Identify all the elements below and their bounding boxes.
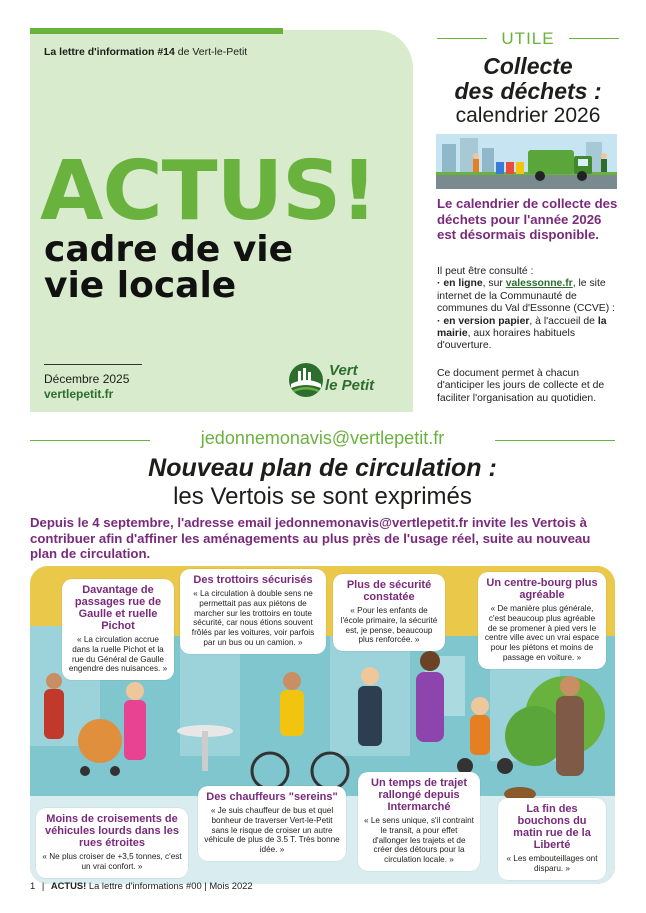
bubble-quote: « Ne plus croiser de +3,5 tonnes, c'est un vrai confort. » xyxy=(42,852,182,871)
bubble-title: Un temps de trajet rallongé depuis Intermarché xyxy=(371,777,467,813)
p1-online-mid: , sur xyxy=(482,278,506,290)
bubble-trottoirs xyxy=(180,569,326,654)
p1-online-rest: , le site internet de la Communauté de communes du Val d'Essonne (CCVE) : xyxy=(437,278,615,315)
issue-number: La lettre d'information #14 xyxy=(44,46,175,58)
footer-separator: | xyxy=(41,880,45,891)
footer-rest: La lettre d'informations #00 | Mois 2022 xyxy=(86,880,253,891)
person-3 xyxy=(358,667,382,746)
bubble-centre-bourg xyxy=(478,572,606,669)
logo-line2: le Petit xyxy=(325,377,375,394)
p1-online xyxy=(437,278,619,315)
issue-town: de Vert-le-Petit xyxy=(174,46,248,58)
hero-accent-bar xyxy=(30,28,283,34)
p1-paper-label: · en version papier xyxy=(437,315,530,327)
email-kicker xyxy=(30,428,615,450)
collecte-title-line1: Collecte xyxy=(483,53,573,79)
logo-emblem-icon xyxy=(288,362,324,398)
hero-divider xyxy=(44,364,142,365)
bubble-title: Un centre-bourg plus agréable xyxy=(486,577,598,601)
collecte-title xyxy=(437,54,619,104)
footer-brand: ACTUS! xyxy=(50,880,87,891)
page-footer xyxy=(30,880,253,891)
hero-subtitle-line2: vie locale xyxy=(44,265,237,306)
p1-paper-mid: , à l'accueil de xyxy=(529,315,598,327)
hero-subtitle xyxy=(44,229,294,306)
p1-online-label: · en ligne xyxy=(437,278,483,290)
bubble-rue-de-gaulle xyxy=(62,579,174,680)
main-headline: Nouveau plan de circulation : xyxy=(148,454,497,482)
p1-paper-rest: , aux horaires habituels d'ouverture. xyxy=(437,328,576,352)
website-link[interactable]: vertlepetit.fr xyxy=(44,387,114,401)
bubble-securite xyxy=(333,574,445,651)
bubble-title: Des trottoirs sécurisés xyxy=(193,574,313,586)
bubble-vehicules-lourds xyxy=(36,808,188,878)
bubble-quote: « Je suis chauffeur de bus et quel bonheur de traverser Vert-le-Petit sans le risque de croiser un autre véhicule de plus de 3.5 T. Très bonne idée. » xyxy=(204,806,340,855)
bubble-quote: « De manière plus générale, c'est beaucoup plus agréable de se promener à pied vers le centre ville avec un vrai espace pour les piétons et moins de passage en voiture. » xyxy=(484,604,600,662)
masthead-title: ACTUS! xyxy=(40,144,377,239)
p1-paper-bold: la mairie xyxy=(437,315,607,340)
logo-wordmark xyxy=(325,363,374,393)
valessonne-link[interactable]: valessonne.fr xyxy=(505,278,573,290)
bubble-title: Des chauffeurs "sereins" xyxy=(206,791,338,803)
person-1 xyxy=(44,673,64,739)
collecte-paragraph-1 xyxy=(437,266,619,353)
logo-line1: Vert xyxy=(329,362,358,379)
bubble-quote: « Le sens unique, s'il contraint le transit, a pour effet d'allonger les trajets et de créer des détours pour la circulation locale. » xyxy=(364,816,474,865)
collecte-title-line2: des déchets : xyxy=(454,78,602,104)
hero-subtitle-line1: cadre de vie xyxy=(44,229,294,270)
email-address-link[interactable]: jedonnemonavis@vertlepetit.fr xyxy=(200,428,445,448)
person-2 xyxy=(124,682,146,760)
kicker-line-right xyxy=(569,38,619,39)
p1-intro: Il peut être consulté : xyxy=(437,266,534,277)
bubble-bouchons xyxy=(498,798,606,880)
bubble-title: Moins de croisements de véhicules lourds dans les rues étroites xyxy=(45,813,179,849)
kicker-label: UTILE xyxy=(501,29,555,48)
main-subheadline: les Vertois se sont exprimés xyxy=(173,483,472,510)
issue-line xyxy=(44,46,247,58)
garbage-truck-image xyxy=(436,134,617,189)
collecte-lead: Le calendrier de collecte des déchets pour l'année 2026 est désormais disponible. xyxy=(437,196,618,242)
collecte-paragraph-2: Ce document permet à chacun d'anticiper les jours de collecte et de faciliter l'organisation au quotidien. xyxy=(437,368,605,404)
collecte-subtitle: calendrier 2026 xyxy=(455,104,601,127)
issue-date: Décembre 2025 xyxy=(44,372,130,386)
bubble-quote: « Les embouteillages ont disparu. » xyxy=(506,854,598,873)
bubble-title: Plus de sécurité constatée xyxy=(346,579,432,603)
town-logo xyxy=(288,360,398,400)
street-illustration xyxy=(30,566,615,884)
bubble-chauffeurs xyxy=(198,786,346,861)
bubble-quote: « La circulation accrue dans la ruelle Pichot et la rue du Général de Gaulle engendre des nuisances. » xyxy=(68,635,168,674)
bubble-quote: « Pour les enfants de l'école primaire, la sécurité est, je pense, beaucoup plus renforcée. » xyxy=(340,606,438,645)
bubble-title: Davantage de passages rue de Gaulle et ruelle Pichot xyxy=(74,584,162,632)
bubble-quote: « La circulation à double sens ne permettait pas aux piétons de marcher sur les trottoirs en toute sécurité, car nous étions souvent frôlés par les voitures, voir parfois par un bus ou un camion. » xyxy=(191,589,315,647)
bubble-temps-trajet xyxy=(358,772,480,871)
utile-kicker xyxy=(437,28,619,48)
garbage-truck-illustration xyxy=(436,134,617,189)
main-intro: Depuis le 4 septembre, l'adresse email jedonnemonavis@vertlepetit.fr invite les Vertois à contribuer afin d'affiner les aménagements au plus près de l'usage réel, suite au nouveau plan de circulation. xyxy=(30,515,591,562)
p1-paper xyxy=(437,316,619,353)
page-number: 1 xyxy=(30,880,36,891)
bubble-title: La fin des bouchons du matin rue de la Liberté xyxy=(513,803,591,851)
email-line-right xyxy=(495,440,615,441)
